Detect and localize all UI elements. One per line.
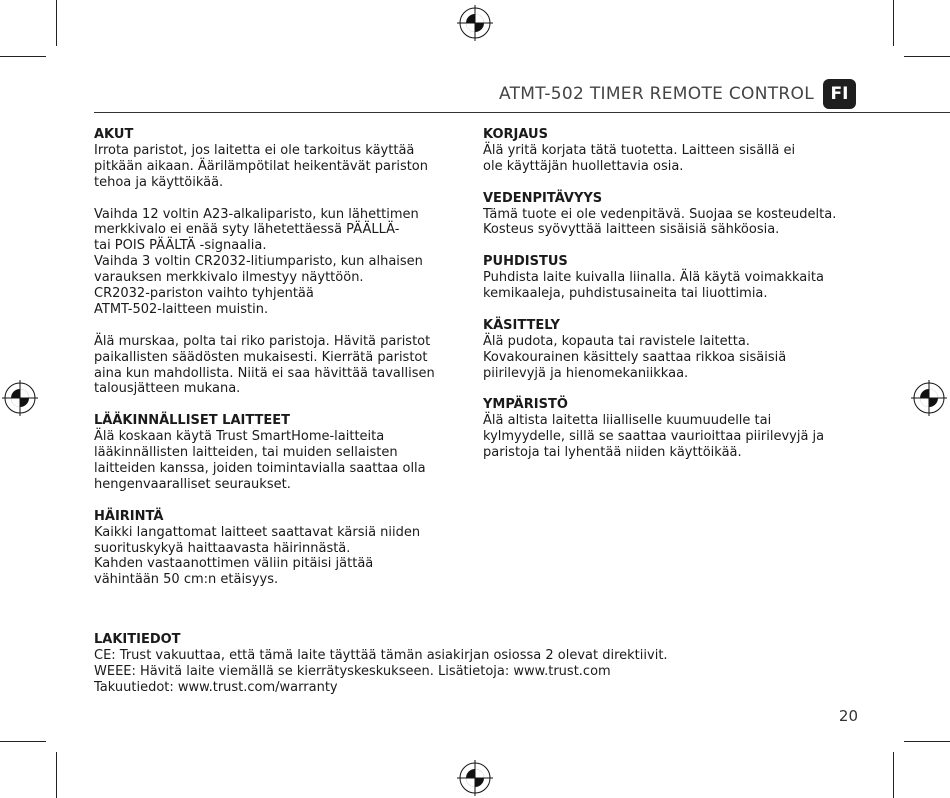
text-line: kemikaaleja, puhdistusaineita tai liuottimia. <box>483 286 768 302</box>
crop-mark <box>56 0 57 46</box>
text-line: merkkivalo ei enää syty lähetettäessä PÄÄLLÄ- <box>94 222 400 238</box>
text-line: talousjätteen mukana. <box>94 381 241 397</box>
section-batteries <box>94 127 474 397</box>
text-line: Kaikki langattomat laitteet saattavat kärsiä niiden <box>94 524 421 540</box>
section-medical-devices <box>94 413 474 493</box>
section-environment <box>483 397 863 461</box>
section-heading: LÄÄKINNÄLLISET LAITTEET <box>94 413 291 429</box>
text-line: hengenvaaralliset seuraukset. <box>94 476 291 492</box>
header-divider <box>94 112 950 113</box>
paragraph-gap <box>94 191 474 207</box>
section-heading: YMPÄRISTÖ <box>483 397 568 413</box>
section-heading: AKUT <box>94 127 134 142</box>
section-interference <box>94 509 474 589</box>
text-line: suorituskykyä haittaavasta häirinnästä. <box>94 540 351 556</box>
text-line: Vaihda 3 voltin CR2032-litiumparisto, kun alhaisen <box>94 254 423 270</box>
text-line: tai POIS PÄÄLTÄ -signaalia. <box>94 238 267 254</box>
text-line: Älä pudota, kopauta tai ravistele laitetta. <box>483 333 750 349</box>
page-number: 20 <box>838 707 858 725</box>
text-line: Irrota paristot, jos laitetta ei ole tarkoitus käyttää <box>94 142 415 158</box>
crop-mark <box>904 741 950 742</box>
section-heading: LAKITIEDOT <box>94 632 181 647</box>
section-heading: PUHDISTUS <box>483 254 568 270</box>
section-heading: VEDENPITÄVYYS <box>483 190 603 206</box>
text-line: pitkään aikaan. Äärilämpötilat heikentävät pariston <box>94 158 429 174</box>
crop-mark <box>893 0 894 46</box>
text-line: Tämä tuote ei ole vedenpitävä. Suojaa se kosteudelta. <box>483 206 837 222</box>
text-line: Kosteus syövyttää laitteen sisäisiä sähköosia. <box>483 222 780 238</box>
text-line: laitteiden kanssa, joiden toimintavialla saattaa olla <box>94 460 426 476</box>
text-line: Älä yritä korjata tätä tuotetta. Laitteen sisällä ei <box>483 142 796 158</box>
text-line: aina kun mahdollista. Niitä ei saa hävittää tavallisen <box>94 365 435 381</box>
left-column <box>94 127 474 604</box>
text-line: paristoja tai lyhentää niiden käyttöikää. <box>483 445 742 461</box>
text-line: ATMT-502-laitteen muistin. <box>94 301 269 317</box>
registration-mark-icon <box>911 380 947 416</box>
text-line: Kovakourainen käsittely saattaa rikkoa sisäisiä <box>483 349 787 365</box>
text-line: Puhdista laite kuivalla liinalla. Älä käytä voimakkaita <box>483 270 824 286</box>
text-line: Älä murskaa, polta tai riko paristoja. Hävitä paristot <box>94 333 431 349</box>
legal-section <box>94 632 854 696</box>
crop-mark <box>56 752 57 798</box>
section-heading: HÄIRINTÄ <box>94 508 164 524</box>
crop-mark <box>904 56 950 57</box>
registration-mark-icon <box>457 760 493 796</box>
section-cleaning <box>483 254 863 302</box>
text-line: piirilevyjä ja hienomekaniikkaa. <box>483 365 689 381</box>
registration-mark-icon <box>457 5 493 41</box>
text-line: Vaihda 12 voltin A23-alkaliparisto, kun lähettimen <box>94 206 419 222</box>
text-line: Takuutiedot: www.trust.com/warranty <box>94 679 338 695</box>
document-title: ATMT-502 TIMER REMOTE CONTROL <box>498 84 814 104</box>
section-handling <box>483 318 863 382</box>
text-line: paikallisten säädösten mukaisesti. Kierrätä paristot <box>94 349 428 365</box>
crop-mark <box>0 741 46 742</box>
text-line: kylmyydelle, sillä se saattaa vaurioittaa piirilevyjä ja <box>483 429 825 445</box>
crop-mark <box>893 752 894 798</box>
text-line: CE: Trust vakuuttaa, että tämä laite täyttää tämän asiakirjan osiossa 2 olevat direktiivit. <box>94 647 668 663</box>
paragraph-gap <box>94 318 474 334</box>
section-heading: KORJAUS <box>483 127 548 142</box>
text-line: WEEE: Hävitä laite viemällä se kierrätyskeskukseen. Lisätietoja: www.trust.com <box>94 663 611 679</box>
text-line: Kahden vastaanottimen väliin pitäisi jättää <box>94 556 374 572</box>
text-line: ole käyttäjän huollettavia osia. <box>483 158 684 174</box>
text-line: CR2032-pariston vaihto tyhjentää <box>94 286 314 302</box>
text-line: varauksen merkkivalo ilmestyy näyttöön. <box>94 270 364 286</box>
right-column <box>483 127 863 477</box>
section-heading: KÄSITTELY <box>483 317 560 333</box>
text-line: tehoa ja käyttöikää. <box>94 174 224 190</box>
text-line: vähintään 50 cm:n etäisyys. <box>94 572 279 588</box>
crop-mark <box>0 56 46 57</box>
text-line: lääkinnällisten laitteiden, tai muiden sellaisten <box>94 445 398 461</box>
registration-mark-icon <box>2 380 38 416</box>
section-waterproof <box>483 191 863 239</box>
text-line: Älä koskaan käytä Trust SmartHome-laitteita <box>94 429 385 445</box>
language-badge: FI <box>823 79 856 109</box>
section-repair <box>483 127 863 175</box>
text-line: Älä altista laitetta liialliselle kuumuudelle tai <box>483 413 772 429</box>
